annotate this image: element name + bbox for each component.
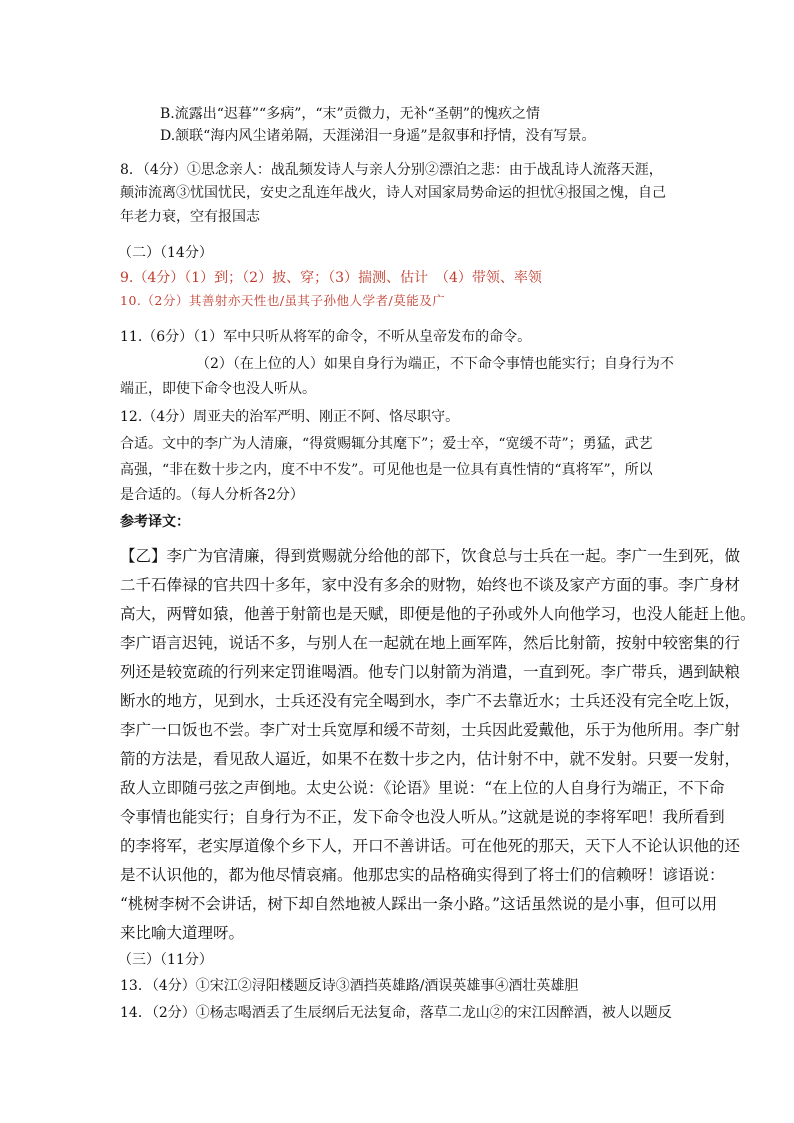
q10-answer: 10.（2分）其善射亦天性也/虽其子孙他人学者/莫能及广 [120, 293, 446, 308]
translation-line-12: 是不认识他的，都为他尽情哀痛。他那忠实的品格确实得到了将士们的信赖呀！谚语说： [120, 866, 725, 884]
translation-line-5: 列还是较宽疏的行列来定罚谁喝酒。他专门以射箭为消遣，一直到死。李广带兵，遇到缺粮 [120, 663, 741, 681]
q8-line-1: 8．（4分）①思念亲人：战乱频发诗人与亲人分别②漂泊之悲：由于战乱诗人流落天涯， [120, 162, 663, 178]
q12-line-1: 12.（4分）周亚夫的治军严明、刚正不阿、恪尽职守。 [120, 409, 460, 425]
q8-line-3: 年老力衰，空有报国志 [120, 209, 260, 225]
translation-line-1: 【乙】李广为官清廉，得到赏赐就分给他的部下，饮食总与士兵在一起。李广一生到死，做 [120, 547, 741, 565]
section-3-heading: （三）（11分） [118, 952, 213, 968]
q9-answer: 9.（4分）（1）到；（2）披、穿；（3）揣测、估计 （4）带领、率领 [120, 270, 542, 286]
translation-line-7: 李广一口饭也不尝。李广对士兵宽厚和缓不苛刻，士兵因此爱戴他，乐于为他所用。李广射 [120, 721, 741, 739]
q11-line-2: （2）（在上位的人）如果自身行为端正，不下命令事情也能实行；自身行为不 [196, 356, 674, 372]
q12-line-3: 高强，“非在数十步之内，度不中不发”。可见他也是一位具有真性情的“真将军”，所以 [120, 462, 653, 478]
q11-line-3: 端正，即使下命令也没人听从。 [120, 381, 316, 397]
translation-line-3: 高大，两臂如猿，他善于射箭也是天赋，即便是他的子孙或外人向他学习，也没人能赶上他。 [120, 605, 756, 623]
translation-line-10: 令事情也能实行；自身行为不正，发下命令也没人听从。”这就是说的李将军吧！我所看到 [120, 808, 725, 826]
option-b: B.流露出“迟暮”“多病”，“末”贡微力，无补“圣朝”的愧疚之情 [160, 106, 540, 122]
translation-line-14: 来比喻大道理呀。 [120, 924, 245, 942]
translation-line-6: 断水的地方，见到水，士兵还没有完全喝到水，李广不去靠近水；士兵还没有完全吃上饭， [120, 692, 741, 710]
q11-line-1: 11.（6分）（1）军中只听从将军的命令，不听从皇帝发布的命令。 [120, 329, 532, 345]
option-d: D.颔联“海内风尘诸弟隔，天涯涕泪一身遥”是叙事和抒情，没有写景。 [160, 128, 596, 144]
translation-line-8: 箭的方法是，看见敌人逼近，如果不在数十步之内，估计射不中，就不发射。只要一发射， [120, 750, 741, 768]
q8-line-2: 颠沛流离③忧国忧民，安史之乱连年战火，诗人对国家局势命运的担忧④报国之愧，自己 [120, 185, 666, 201]
translation-line-11: 的李将军，老实厚道像个乡下人，开口不善讲话。可在他死的那天，天下人不论认识他的还 [120, 837, 741, 855]
reference-translation-title: 参考译文： [120, 514, 190, 530]
q13-answer: 13．（4分）①宋江②浔阳楼题反诗③酒挡英雄路/酒误英雄事④酒壮英雄胆 [120, 978, 579, 994]
q14-answer: 14．（2分）①杨志喝酒丢了生辰纲后无法复命，落草二龙山②的宋江因醉酒，被人以题反 [120, 1005, 672, 1021]
q12-line-2: 合适。文中的李广为人清廉，“得赏赐辄分其麾下”；爱士卒，“宽缓不苛”；勇猛，武艺 [120, 436, 653, 452]
translation-line-4: 李广语言迟钝，说话不多，与别人在一起就在地上画军阵，然后比射箭，按射中较密集的行 [120, 634, 741, 652]
section-2-heading: （二）（14分） [118, 245, 213, 261]
translation-line-9: 敌人立即随弓弦之声倒地。太史公说：《论语》里说：“在上位的人自身行为端正，不下命 [120, 779, 725, 797]
translation-line-2: 二千石俸禄的官共四十多年，家中没有多余的财物，始终也不谈及家产方面的事。李广身材 [120, 576, 741, 594]
translation-line-13: “桃树李树不会讲话，树下却自然地被人踩出一条小路。”这话虽然说的是小事，但可以用 [120, 895, 718, 913]
q12-line-4: 是合适的。（每人分析各2分） [120, 487, 304, 503]
